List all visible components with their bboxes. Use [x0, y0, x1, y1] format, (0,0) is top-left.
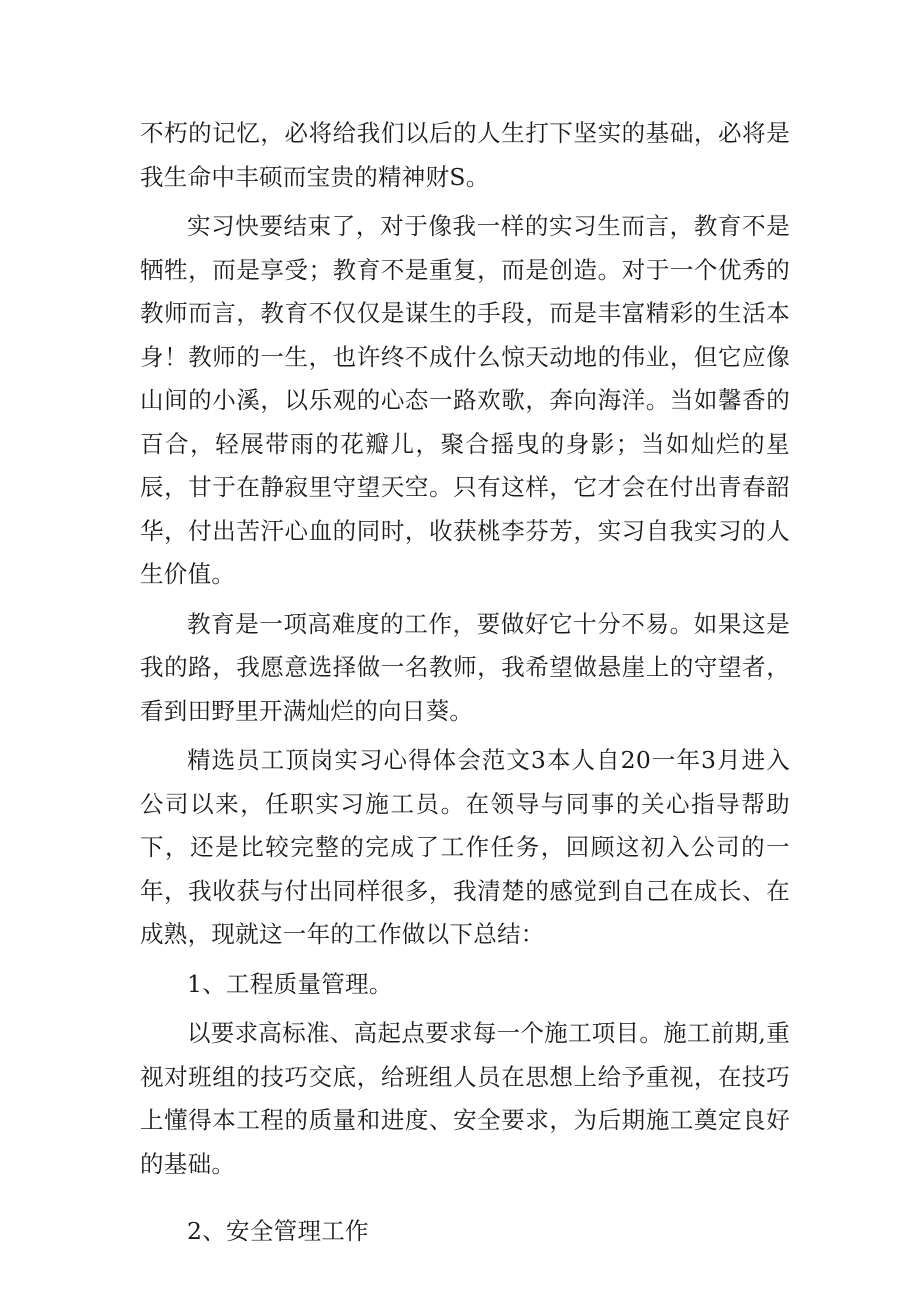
paragraph-3: 教育是一项高难度的工作，要做好它十分不易。如果这是我的路，我愿意选择做一名教师，我希望做悬崖上的守望者，看到田野里开满灿烂的向日葵。 — [140, 609, 790, 725]
section-heading-1: 1、工程质量管理。 — [187, 969, 393, 998]
paragraph-5: 以要求高标准、高起点要求每一个施工项目。施工前期,重视对班组的技巧交底，给班组人员在思想上给予重视，在技巧上懂得本工程的质量和进度、安全要求，为后期施工奠定良好的基础。 — [140, 1019, 790, 1178]
paragraph-2: 实习快要结束了，对于像我一样的实习生而言，教育不是牺牲，而是享受；教育不是重复，而是创造。对于一个优秀的教师而言，教育不仅仅是谋生的手段，而是丰富精彩的生活本身！教师的一生，也许终不成什么惊天动地的伟业，但它应像山间的小溪，以乐观的心态一路欢歌，奔向海洋。当如馨香的百合，轻展带雨的花瓣儿，聚合摇曳的身影；当如灿烂的星辰，甘于在静寂里守望天空。只有这样，它才会在付出青春韶华，付出苦汗心血的同时，收获桃李芬芳，实习自我实习的人生价值。 — [140, 212, 790, 588]
paragraph-1: 不朽的记忆，必将给我们以后的人生打下坚实的基础，必将是我生命中丰硕而宝贵的精神财S。 — [140, 119, 790, 191]
paragraph-4: 精选员工顶岗实习心得体会范文3本人自20一年3月进入公司以来，任职实习施工员。在领导与同事的关心指导帮助下，还是比较完整的完成了工作任务，回顾这初入公司的一年，我收获与付出同样很多，我清楚的感觉到自己在成长、在成熟，现就这一年的工作做以下总结： — [140, 746, 790, 948]
section-heading-2: 2、安全管理工作 — [187, 1217, 369, 1245]
document-body — [140, 112, 790, 1254]
